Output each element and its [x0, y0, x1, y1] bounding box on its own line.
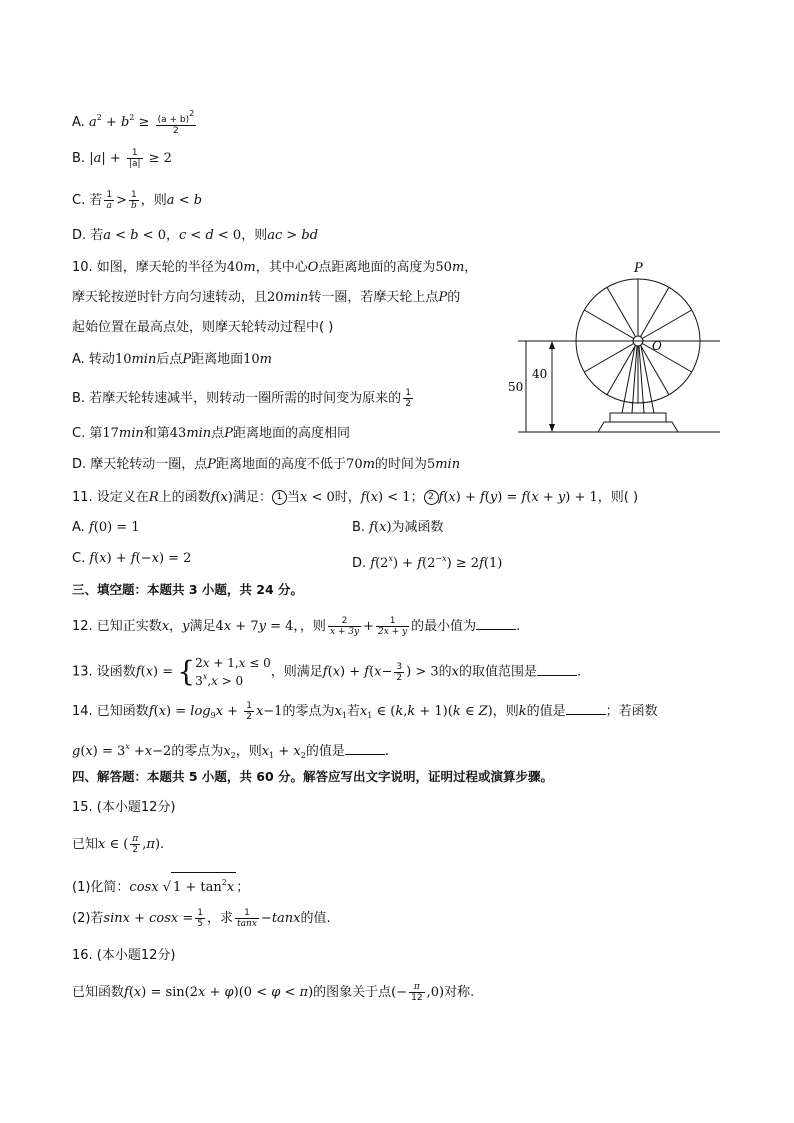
q11-option-c: C. f(x) + f(−x) = 2	[72, 551, 192, 566]
q10-line1: 10. 如图，摩天轮的半径为40m，其中心O点距离地面的高度为50m，	[72, 260, 478, 275]
answer-blank[interactable]	[566, 702, 606, 715]
q10-option-b: B. 若摩天轮转速减半，则转动一圈所需的时间变为原来的 $\frac{1}{2}$	[72, 388, 411, 409]
q15-part1: (1)化简：cosx √ $1 + \tan^2x$ ；	[72, 872, 249, 898]
q11-option-d: D. $f(2^x) + f(2^{-x}) \ge 2f(1)$	[352, 554, 503, 571]
q11-option-b: B. f(x)为减函数	[352, 520, 444, 535]
q16-title: 16. (本小题12分)	[72, 948, 176, 963]
q16-stem: 已知函数f(x) = sin(2x + φ)(0 < φ < π)的图象关于点(− $\frac{\pi}{12}$ ,0)对称.	[72, 982, 475, 1003]
q14-line2: $g(x) = 3^x +x-2$的零点为$x_2$，则$x_1 + x_2$的值是 .	[72, 742, 389, 760]
q13: 13. 设函数f(x) = {2x + 1,x ≤ 0 $3^x,x > 0$，则满足f(x) + f(x− $\frac{3}{2}$ ) > 3的x的取值范围是 .	[72, 655, 582, 688]
q11-option-a: A. f(0) = 1	[72, 520, 140, 535]
q10-option-d: D. 摩天轮转动一圈，点P距离地面的高度不低于70m的时间为5min	[72, 457, 461, 472]
q9-option-a: A. $a^2 + b^2$ ≥ $\frac{(a + b)2}{2}$	[72, 109, 195, 136]
section-3-heading: 三、填空题：本题共 3 小题，共 24 分。	[72, 582, 304, 597]
q15-part2: (2)若sinx + cosx = $\frac{1}{5}$ ，求 $\frac{1}{\tan x}$ −tanx的值.	[72, 908, 331, 929]
q10-line2: 摩天轮按逆时针方向匀速转动，且20min转一圈，若摩天轮上点P的	[72, 290, 461, 305]
wheel-base	[598, 422, 678, 432]
radius-40-label: 40	[532, 367, 548, 381]
q9-option-d: D. 若a < b < 0，c < d < 0，则ac > bd	[72, 228, 319, 243]
height-50-label: 50	[508, 380, 524, 394]
section-4-heading: 四、解答题：本题共 5 小题，共 60 分。解答应写出文字说明，证明过程或演算步骤。	[72, 769, 554, 784]
q9-option-c: C. 若 $\frac{1}{a}$ > $\frac{1}{b}$ ，则a < b	[72, 190, 203, 211]
q12: 12. 已知正实数x，y满足4x + 7y = 4，，则 $\frac{2}{x + 3y}$ + $\frac{1}{2x + y}$ 的最小值为 .	[72, 616, 521, 637]
answer-blank[interactable]	[537, 663, 577, 676]
q15-given: 已知x ∈ ( $\frac{\pi}{2}$ ,π).	[72, 834, 165, 855]
q9-option-b: B. |a| + $\frac{1}{|a|}$ ≥ 2	[72, 148, 172, 169]
answer-blank[interactable]	[345, 742, 385, 755]
answer-blank[interactable]	[476, 617, 516, 630]
point-p-label: P	[634, 261, 643, 276]
q15-title: 15. (本小题12分)	[72, 800, 176, 815]
ferris-wheel-figure	[508, 258, 728, 438]
q11-stem: 11. 设定义在R上的函数f(x)满足： 1 当x < 0时，f(x) < 1； 2 f(x) + f(y) = f(x + y) + 1，则( )	[72, 490, 639, 505]
point-o-label: O	[652, 339, 662, 353]
q10-option-a: A. 转动10min后点P距离地面10m	[72, 352, 272, 367]
q10-line3: 起始位置在最高点处，则摩天轮转动过程中( )	[72, 320, 334, 335]
q14-line1: 14. 已知函数$f(x) = \log_9x$ + $\frac{1}{2}$ x−1的零点为$x_1$若$x_1$ ∈ (k,k + 1)(k ∈ Z)，则k的值是 ；若函数	[72, 701, 658, 722]
q10-option-c: C. 第17min和第43min点P距离地面的高度相同	[72, 426, 350, 441]
